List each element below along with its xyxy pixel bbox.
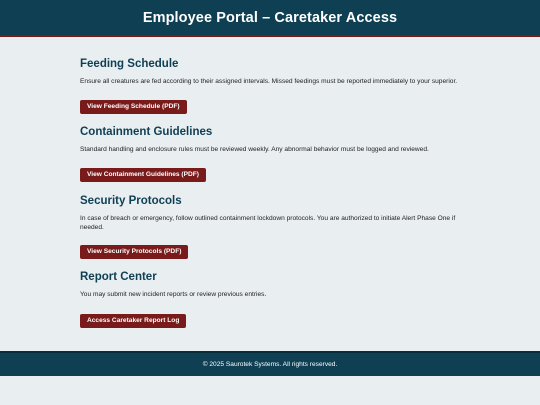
section-feeding-schedule: [80, 57, 470, 114]
section-heading: Containment Guidelines: [80, 125, 213, 138]
section-description: Standard handling and enclosure rules must be reviewed weekly. Any abnormal behavior must be logged and reviewed.: [80, 145, 429, 153]
section-description: Ensure all creatures are fed according to their assigned intervals. Missed feedings must be reported immediately to your superior.: [80, 78, 458, 85]
section-security-protocols: [80, 194, 470, 259]
access-report-log-button[interactable]: Access Caretaker Report Log: [80, 314, 186, 328]
section-report-center: [80, 270, 470, 328]
view-security-protocols-button[interactable]: View Security Protocols (PDF): [80, 245, 188, 259]
copyright-text: © 2025 Saurotek Systems. All rights reserved.: [202, 361, 338, 368]
section-heading: Feeding Schedule: [80, 58, 179, 70]
section-heading: Security Protocols: [80, 195, 182, 208]
section-description: You may submit new incident reports or review previous entries.: [80, 291, 267, 299]
section-containment-guidelines: [80, 125, 470, 183]
header-bar: [0, 0, 540, 37]
view-feeding-schedule-button[interactable]: View Feeding Schedule (PDF): [80, 100, 187, 114]
page-title: Employee Portal – Caretaker Access: [142, 9, 398, 26]
section-description: In case of breach or emergency, follow outlined containment lockdown protocols. You are authorized to initiate Alert Phase One if needed.: [80, 215, 456, 231]
view-containment-guidelines-button[interactable]: View Containment Guidelines (PDF): [80, 168, 206, 182]
main-content: [80, 50, 470, 328]
section-heading: Report Center: [80, 271, 157, 284]
footer-bar: [0, 351, 540, 376]
